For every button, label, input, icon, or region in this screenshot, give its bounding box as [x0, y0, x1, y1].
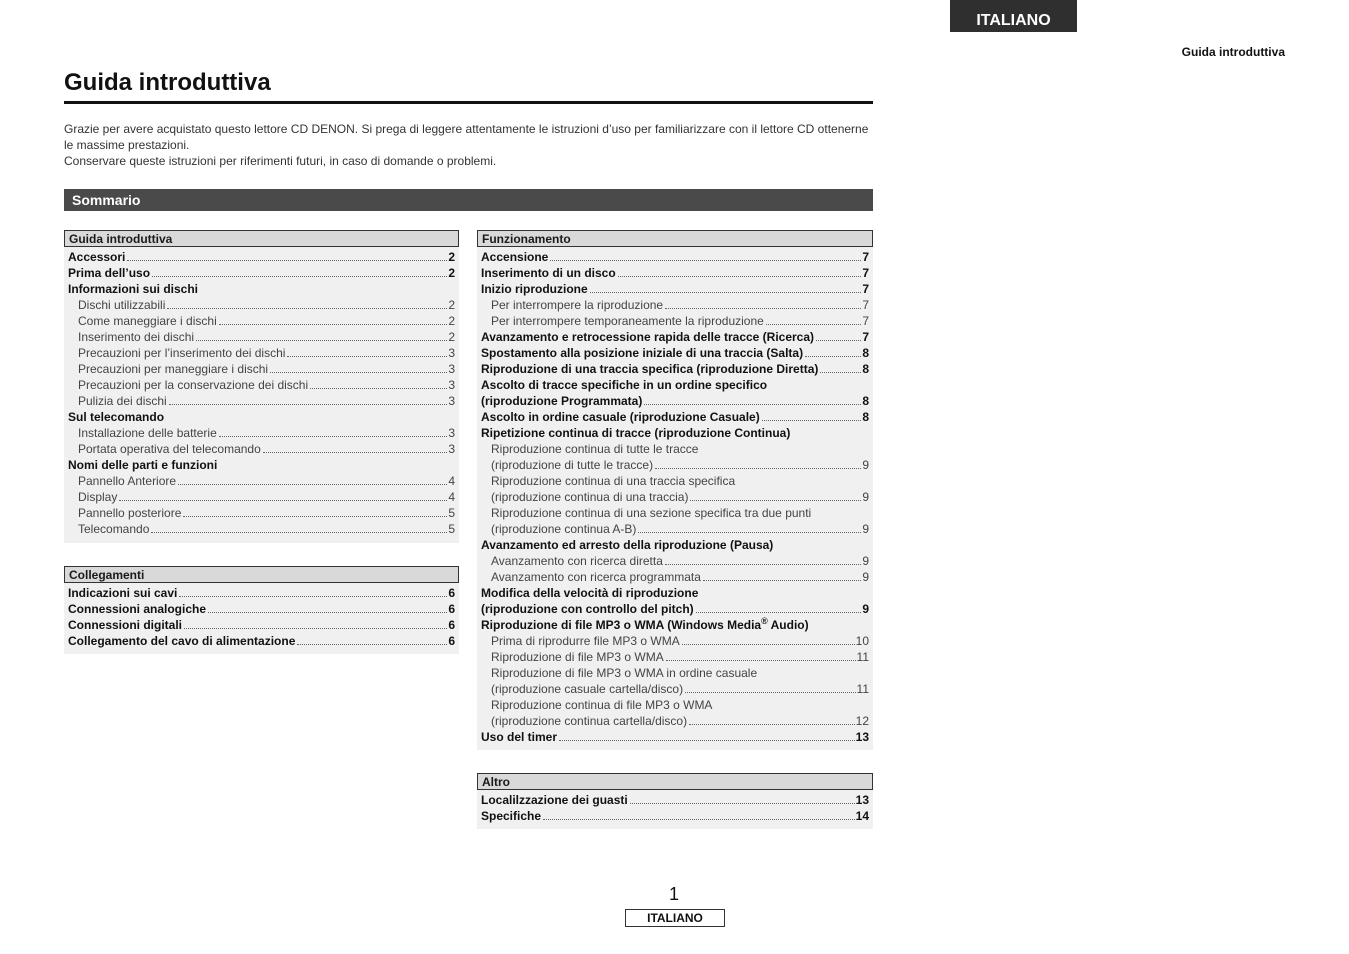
toc-entry-page: 9: [862, 458, 869, 472]
toc-entry-page: 3: [448, 394, 455, 408]
toc-entry-label: (riproduzione continua di una traccia): [491, 490, 689, 504]
intro-text: [64, 121, 873, 169]
toc-entry-label: Modifica della velocità di riproduzione: [481, 586, 699, 600]
toc-entry[interactable]: [481, 441, 869, 457]
dot-leader: [196, 340, 447, 341]
toc-entry-label: (riproduzione Programmata): [481, 394, 643, 408]
dot-leader: [762, 420, 862, 421]
intro-paragraph-2: Conservare queste istruzioni per riferimenti futuri, in caso di domande o problemi.: [64, 154, 497, 168]
toc-entry-label: (riproduzione continua cartella/disco): [491, 714, 688, 728]
toc-entry-page: 9: [862, 522, 869, 536]
toc-entry[interactable]: [68, 377, 455, 393]
dot-leader: [655, 468, 861, 469]
toc-entry[interactable]: [68, 601, 455, 617]
toc-entry-page: 5: [448, 506, 455, 520]
toc-entry[interactable]: [68, 489, 455, 505]
toc-entry[interactable]: [481, 537, 869, 553]
toc-entry-label: Sul telecomando: [68, 410, 165, 424]
toc-entry-page: 11: [856, 650, 869, 664]
toc-entry-label: Per interrompere temporaneamente la riproduzione: [491, 314, 764, 328]
toc-entry[interactable]: [481, 665, 869, 681]
toc-entry-label: Riproduzione di file MP3 o WMA (Windows Media® Audio): [481, 616, 809, 632]
dot-leader: [263, 452, 448, 453]
toc-entry[interactable]: [68, 281, 455, 297]
toc-entry-label: Riproduzione di file MP3 o WMA: [491, 650, 664, 664]
toc-entry[interactable]: [68, 425, 455, 441]
toc-entry[interactable]: [68, 265, 455, 281]
toc-entry-page: 2: [448, 330, 455, 344]
toc-entry-label: Riproduzione continua di tutte le tracce: [491, 442, 699, 456]
toc-list-collegamenti: [64, 583, 459, 653]
dot-leader: [590, 292, 862, 293]
section-heading-sommario: Sommario: [64, 189, 873, 211]
toc-entry-label: Uso del timer: [481, 730, 558, 744]
toc-box-guida: [64, 230, 459, 543]
toc-entry[interactable]: [481, 393, 869, 409]
toc-entry-label: Accessori: [68, 250, 126, 264]
toc-entry-label: Indicazioni sui cavi: [68, 586, 178, 600]
dot-leader: [690, 500, 861, 501]
dot-leader: [119, 500, 447, 501]
toc-entry[interactable]: [481, 729, 869, 745]
toc-entry[interactable]: [481, 249, 869, 265]
toc-entry-label: Ascolto di tracce specifiche in un ordine specifico: [481, 378, 768, 392]
toc-entry[interactable]: [481, 649, 869, 665]
toc-entry-page: 3: [448, 442, 455, 456]
toc-entry[interactable]: [481, 617, 869, 633]
toc-entry[interactable]: [481, 313, 869, 329]
dot-leader: [152, 276, 447, 277]
dot-leader: [665, 308, 861, 309]
toc-entry-label: Avanzamento con ricerca programmata: [491, 570, 701, 584]
toc-entry-label: Avanzamento e retrocessione rapida delle tracce (Ricerca): [481, 330, 815, 344]
toc-entry[interactable]: [68, 297, 455, 313]
dot-leader: [184, 628, 447, 629]
toc-entry[interactable]: [481, 457, 869, 473]
dot-leader: [178, 484, 447, 485]
toc-entry-label: Prima dell’uso: [68, 266, 151, 280]
dot-leader: [559, 740, 855, 741]
toc-entry-page: 8: [862, 394, 869, 408]
toc-entry-label: Informazioni sui dischi: [68, 282, 199, 296]
toc-entry-page: 3: [448, 378, 455, 392]
dot-leader: [638, 532, 861, 533]
toc-entry-label: Riproduzione continua di una traccia specifica: [491, 474, 736, 488]
toc-entry-label: Localilzzazione dei guasti: [481, 793, 628, 807]
toc-entry[interactable]: [481, 521, 869, 537]
toc-entry-label: (riproduzione casuale cartella/disco): [491, 682, 684, 696]
toc-entry[interactable]: [68, 521, 455, 537]
toc-entry-page: 7: [862, 282, 869, 296]
toc-entry[interactable]: [481, 265, 869, 281]
dot-leader: [297, 644, 447, 645]
toc-entry-page: 7: [862, 266, 869, 280]
toc-entry-page: 3: [448, 346, 455, 360]
toc-entry[interactable]: [68, 633, 455, 649]
toc-entry[interactable]: [481, 713, 869, 729]
toc-entry-page: 6: [448, 634, 455, 648]
toc-entry[interactable]: [68, 313, 455, 329]
toc-entry-label: Pulizia dei dischi: [78, 394, 167, 408]
toc-entry-page: 4: [448, 474, 455, 488]
toc-entry-page: 9: [862, 602, 869, 616]
toc-entry-label: Ascolto in ordine casuale (riproduzione Casuale): [481, 410, 760, 424]
dot-leader: [685, 692, 855, 693]
dot-leader: [766, 324, 862, 325]
dot-leader: [183, 516, 447, 517]
toc-entry[interactable]: [481, 297, 869, 313]
toc-entry-label: Pannello Anteriore: [78, 474, 177, 488]
dot-leader: [682, 644, 855, 645]
toc-entry-label: Telecomando: [78, 522, 150, 536]
dot-leader: [820, 372, 861, 373]
toc-entry[interactable]: [68, 457, 455, 473]
toc-entry-page: 7: [862, 314, 869, 328]
toc-entry-page: 9: [862, 570, 869, 584]
toc-list-funzionamento: [477, 247, 873, 749]
toc-entry[interactable]: [68, 617, 455, 633]
dot-leader: [805, 356, 861, 357]
toc-entry[interactable]: [68, 505, 455, 521]
toc-entry-label: (riproduzione continua A-B): [491, 522, 637, 536]
toc-entry[interactable]: [481, 697, 869, 713]
toc-entry-label: (riproduzione di tutte le tracce): [491, 458, 654, 472]
toc-entry[interactable]: [481, 633, 869, 649]
toc-entry-page: 7: [862, 250, 869, 264]
toc-entry-page: 9: [862, 490, 869, 504]
page-number: 1: [668, 884, 679, 904]
toc-entry-page: 3: [448, 362, 455, 376]
toc-entry-page: 6: [448, 586, 455, 600]
toc-entry-page: 3: [448, 426, 455, 440]
toc-entry-label: Riproduzione continua di una sezione specifica tra due punti: [491, 506, 812, 520]
toc-entry-page: 2: [448, 298, 455, 312]
toc-entry-label: (riproduzione con controllo del pitch): [481, 602, 694, 616]
toc-entry-page: 11: [856, 682, 869, 696]
toc-entry-page: 13: [855, 730, 869, 744]
toc-entry[interactable]: [481, 489, 869, 505]
toc-entry[interactable]: [481, 681, 869, 697]
toc-entry[interactable]: [481, 409, 869, 425]
toc-entry-page: 14: [855, 809, 869, 823]
toc-entry-page: 9: [862, 554, 869, 568]
toc-entry[interactable]: [68, 249, 455, 265]
toc-heading-funzionamento: Funzionamento: [477, 230, 873, 247]
dot-leader: [689, 724, 855, 725]
toc-entry-label: Per interrompere la riproduzione: [491, 298, 664, 312]
toc-entry-label: Installazione delle batterie: [78, 426, 217, 440]
toc-entry[interactable]: [481, 345, 869, 361]
toc-entry-label: Display: [78, 490, 118, 504]
toc-entry-label: Collegamento del cavo di alimentazione: [68, 634, 296, 648]
dot-leader: [644, 404, 861, 405]
toc-entry-label: Connessioni digitali: [68, 618, 183, 632]
dot-leader: [219, 324, 448, 325]
running-head: Guida introduttiva: [1181, 45, 1285, 59]
toc-entry-page: 7: [862, 298, 869, 312]
language-tab: ITALIANO: [950, 0, 1077, 32]
toc-entry-label: Inserimento dei dischi: [78, 330, 195, 344]
toc-entry-label: Inizio riproduzione: [481, 282, 588, 296]
dot-leader: [287, 356, 447, 357]
dot-leader: [179, 596, 447, 597]
toc-entry-label: Connessioni analogiche: [68, 602, 207, 616]
toc-entry-label: Prima di riprodurre file MP3 o WMA: [491, 634, 680, 648]
toc-entry-label: Ripetizione continua di tracce (riproduzione Continua): [481, 426, 791, 440]
toc-box-collegamenti: [64, 566, 459, 654]
toc-entry[interactable]: [68, 393, 455, 409]
toc-heading-guida: Guida introduttiva: [64, 230, 459, 247]
toc-heading-altro: Altro: [477, 773, 873, 790]
toc-entry[interactable]: [481, 601, 869, 617]
toc-entry-label: Portata operativa del telecomando: [78, 442, 261, 456]
toc-entry-label: Precauzioni per l’inserimento dei dischi: [78, 346, 286, 360]
dot-leader: [543, 819, 855, 820]
toc-entry-page: 5: [448, 522, 455, 536]
toc-entry[interactable]: [68, 329, 455, 345]
toc-entry-page: 7: [862, 330, 869, 344]
toc-entry-page: 2: [448, 314, 455, 328]
toc-entry-label: Avanzamento con ricerca diretta: [491, 554, 663, 568]
toc-entry-label: Avanzamento ed arresto della riproduzione (Pausa): [481, 538, 774, 552]
dot-leader: [696, 612, 862, 613]
dot-leader: [270, 372, 447, 373]
dot-leader: [630, 803, 855, 804]
toc-entry-page: 8: [862, 410, 869, 424]
toc-entry[interactable]: [68, 361, 455, 377]
toc-entry-label: Riproduzione di una traccia specifica (riproduzione Diretta): [481, 362, 819, 376]
toc-heading-collegamenti: Collegamenti: [64, 566, 459, 583]
toc-entry[interactable]: [481, 569, 869, 585]
toc-entry-page: 6: [448, 618, 455, 632]
dot-leader: [665, 564, 861, 565]
toc-entry-page: 4: [448, 490, 455, 504]
dot-leader: [703, 580, 861, 581]
toc-list-altro: [477, 790, 873, 828]
intro-paragraph-1: Grazie per avere acquistato questo lettore CD DENON. Si prega di leggere attentamente le istruzioni d’uso per familiarizzare con il lettore CD ottenerne le massime prestazioni.: [64, 122, 869, 152]
toc-entry-page: 12: [855, 714, 869, 728]
toc-entry-label: Spostamento alla posizione iniziale di una traccia (Salta): [481, 346, 804, 360]
toc-entry[interactable]: [68, 441, 455, 457]
toc-entry-label: Riproduzione di file MP3 o WMA in ordine casuale: [491, 666, 758, 680]
dot-leader: [127, 260, 447, 261]
toc-entry[interactable]: [68, 585, 455, 601]
toc-entry-page: 2: [448, 250, 455, 264]
dot-leader: [151, 532, 447, 533]
toc-entry[interactable]: [481, 329, 869, 345]
toc-entry-page: 13: [855, 793, 869, 807]
toc-entry[interactable]: [68, 345, 455, 361]
dot-leader: [169, 404, 448, 405]
toc-entry-label: Precauzioni per la conservazione dei dischi: [78, 378, 309, 392]
toc-entry[interactable]: [481, 377, 869, 393]
page-title: Guida introduttiva: [64, 69, 873, 104]
registered-mark: ®: [761, 616, 768, 626]
toc-entry-label: Specifiche: [481, 809, 542, 823]
toc-entry-page: 2: [448, 266, 455, 280]
toc-entry[interactable]: [481, 792, 869, 808]
toc-entry-label: Precauzioni per maneggiare i dischi: [78, 362, 269, 376]
toc-entry-page: 8: [862, 362, 869, 376]
toc-entry[interactable]: [68, 473, 455, 489]
footer-language-label: ITALIANO: [625, 909, 725, 927]
toc-entry[interactable]: [481, 505, 869, 521]
toc-entry-page: 6: [448, 602, 455, 616]
toc-entry-label: Inserimento di un disco: [481, 266, 616, 280]
toc-entry[interactable]: [68, 409, 455, 425]
toc-entry-label: Dischi utilizzabili: [78, 298, 166, 312]
toc-entry-label: Accensione: [481, 250, 549, 264]
toc-entry-page: 8: [862, 346, 869, 360]
dot-leader: [310, 388, 447, 389]
dot-leader: [666, 660, 856, 661]
toc-entry-label: Nomi delle parti e funzioni: [68, 458, 218, 472]
toc-entry-label: Pannello posteriore: [78, 506, 182, 520]
dot-leader: [208, 612, 447, 613]
toc-entry[interactable]: [481, 808, 869, 824]
toc-entry[interactable]: [481, 553, 869, 569]
toc-entry-label: Riproduzione continua di file MP3 o WMA: [491, 698, 713, 712]
dot-leader: [167, 308, 447, 309]
toc-entry-label-tail: Audio): [767, 618, 809, 632]
dot-leader: [219, 436, 448, 437]
toc-entry[interactable]: [481, 473, 869, 489]
toc-list-guida: [64, 247, 459, 541]
toc-entry[interactable]: [481, 585, 869, 601]
toc-box-funzionamento: [477, 230, 873, 750]
toc-entry-page: 10: [855, 634, 869, 648]
dot-leader: [816, 340, 861, 341]
toc-entry-label: Come maneggiare i dischi: [78, 314, 217, 328]
toc-entry[interactable]: [481, 281, 869, 297]
toc-box-altro: [477, 773, 873, 829]
toc-entry[interactable]: [481, 425, 869, 441]
toc-entry[interactable]: [481, 361, 869, 377]
dot-leader: [618, 276, 862, 277]
dot-leader: [550, 260, 861, 261]
